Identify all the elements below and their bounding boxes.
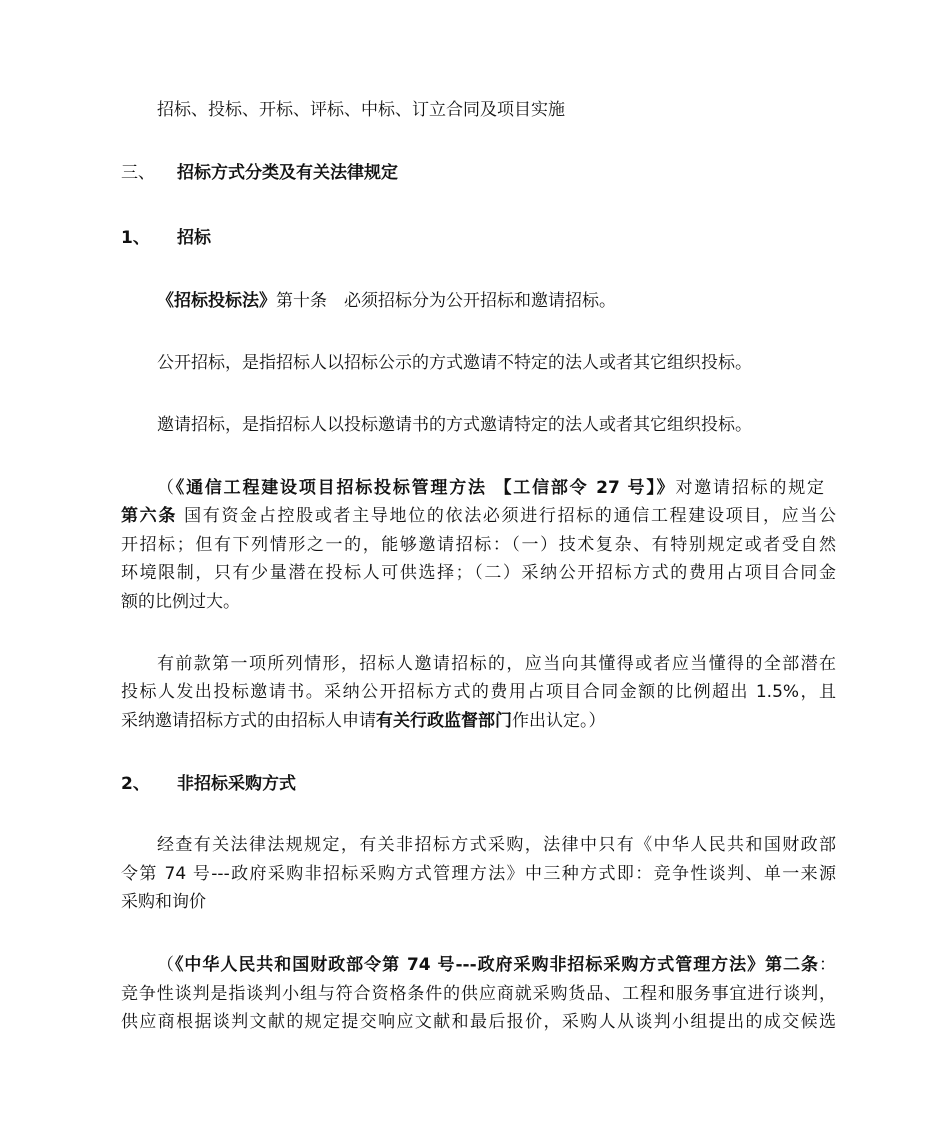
- section-number: 三、: [121, 163, 155, 183]
- p4-line-2-tail: 国有资金占控股或者主导地位的依法必须进行招标的通信工程建设项目，应当公: [177, 506, 836, 526]
- p6-line-1: 经查有关法律法规规定，有关非招标方式采购，法律中只有《中华人民共和国财政部: [157, 835, 836, 855]
- p4-line-4: 环境限制，只有少量潜在投标人可供选择；（二）采纳公开招标方式的费用占项目合同金: [121, 563, 836, 583]
- p7-line-2: 竞争性谈判是指谈判小组与符合资格条件的供应商就采购货品、工程和服务事宜进行谈判，: [121, 984, 836, 1004]
- p5-line-3-tail: 作出认定。）: [512, 711, 606, 731]
- paragraph-open-tender: 公开招标，是指招标人以招标公示的方式邀请不特定的法人或者其它组织投标。: [157, 353, 752, 373]
- subsection-heading-1: [121, 226, 836, 250]
- p4-line-2: [121, 504, 836, 528]
- p4-line-1-tail: 对邀请招标的规定: [675, 478, 824, 498]
- p6-line-2: 令第 74 号---政府采购非招标采购方式管理方法》中三种方式即：竞争性谈判、单一来源: [121, 864, 836, 884]
- colon: ：: [819, 955, 836, 975]
- intro-line: 招标、投标、开标、评标、中标、订立合同及项目实施: [157, 100, 565, 120]
- article-6-label: 第六条: [121, 506, 178, 526]
- p7-line-1: [157, 953, 836, 977]
- regulation-article-2: 《中华人民共和国财政部令第 74 号---政府采购非招标采购方式管理方法》第二条: [174, 955, 819, 975]
- section-title: 招标方式分类及有关法律规定: [177, 163, 398, 183]
- supervision-dept: 有关行政监督部门: [376, 711, 512, 731]
- p5-line-1: 有前款第一项所列情形，招标人邀请招标的，应当向其懂得或者应当懂得的全部潜在: [157, 654, 836, 674]
- p6-line-3: 采购和询价: [121, 892, 206, 912]
- p5-line-2: 投标人发出投标邀请书。采纳公开招标方式的费用占项目合同金额的比例超出 1.5%，且: [121, 682, 836, 702]
- article-text: 第十条 必须招标分为公开招标和邀请招标。: [276, 291, 616, 311]
- p7-line-3: 供应商根据谈判文献的规定提交响应文献和最后报价，采购人从谈判小组提出的成交候选: [121, 1012, 836, 1032]
- regulation-title: 《通信工程建设项目招标投标管理方法 【工信部令 27 号】》: [175, 478, 676, 498]
- subsection-number: 2、: [121, 774, 150, 794]
- p4-line-3: 开招标；但有下列情形之一的，能够邀请招标：（一）技术复杂、有特别规定或者受自然: [121, 535, 836, 555]
- paragraph-law-article-10: [157, 289, 872, 313]
- subsection-heading-2: [121, 772, 836, 796]
- p4-line-5: 额的比例过大。: [121, 592, 240, 612]
- section-heading-3: [121, 161, 836, 185]
- open-paren: （: [157, 955, 175, 975]
- subsection-title: 招标: [177, 228, 211, 248]
- p5-line-3: [121, 709, 836, 733]
- paragraph-invited-tender: 邀请招标，是指招标人以投标邀请书的方式邀请特定的法人或者其它组织投标。: [157, 415, 752, 435]
- open-paren: （: [157, 478, 176, 498]
- p5-line-3-pre: 采纳邀请招标方式的由招标人申请: [121, 711, 376, 731]
- law-name: 《招标投标法》: [157, 291, 276, 311]
- subsection-number: 1、: [121, 228, 150, 248]
- subsection-title: 非招标采购方式: [177, 774, 296, 794]
- p4-line-1: [157, 476, 824, 500]
